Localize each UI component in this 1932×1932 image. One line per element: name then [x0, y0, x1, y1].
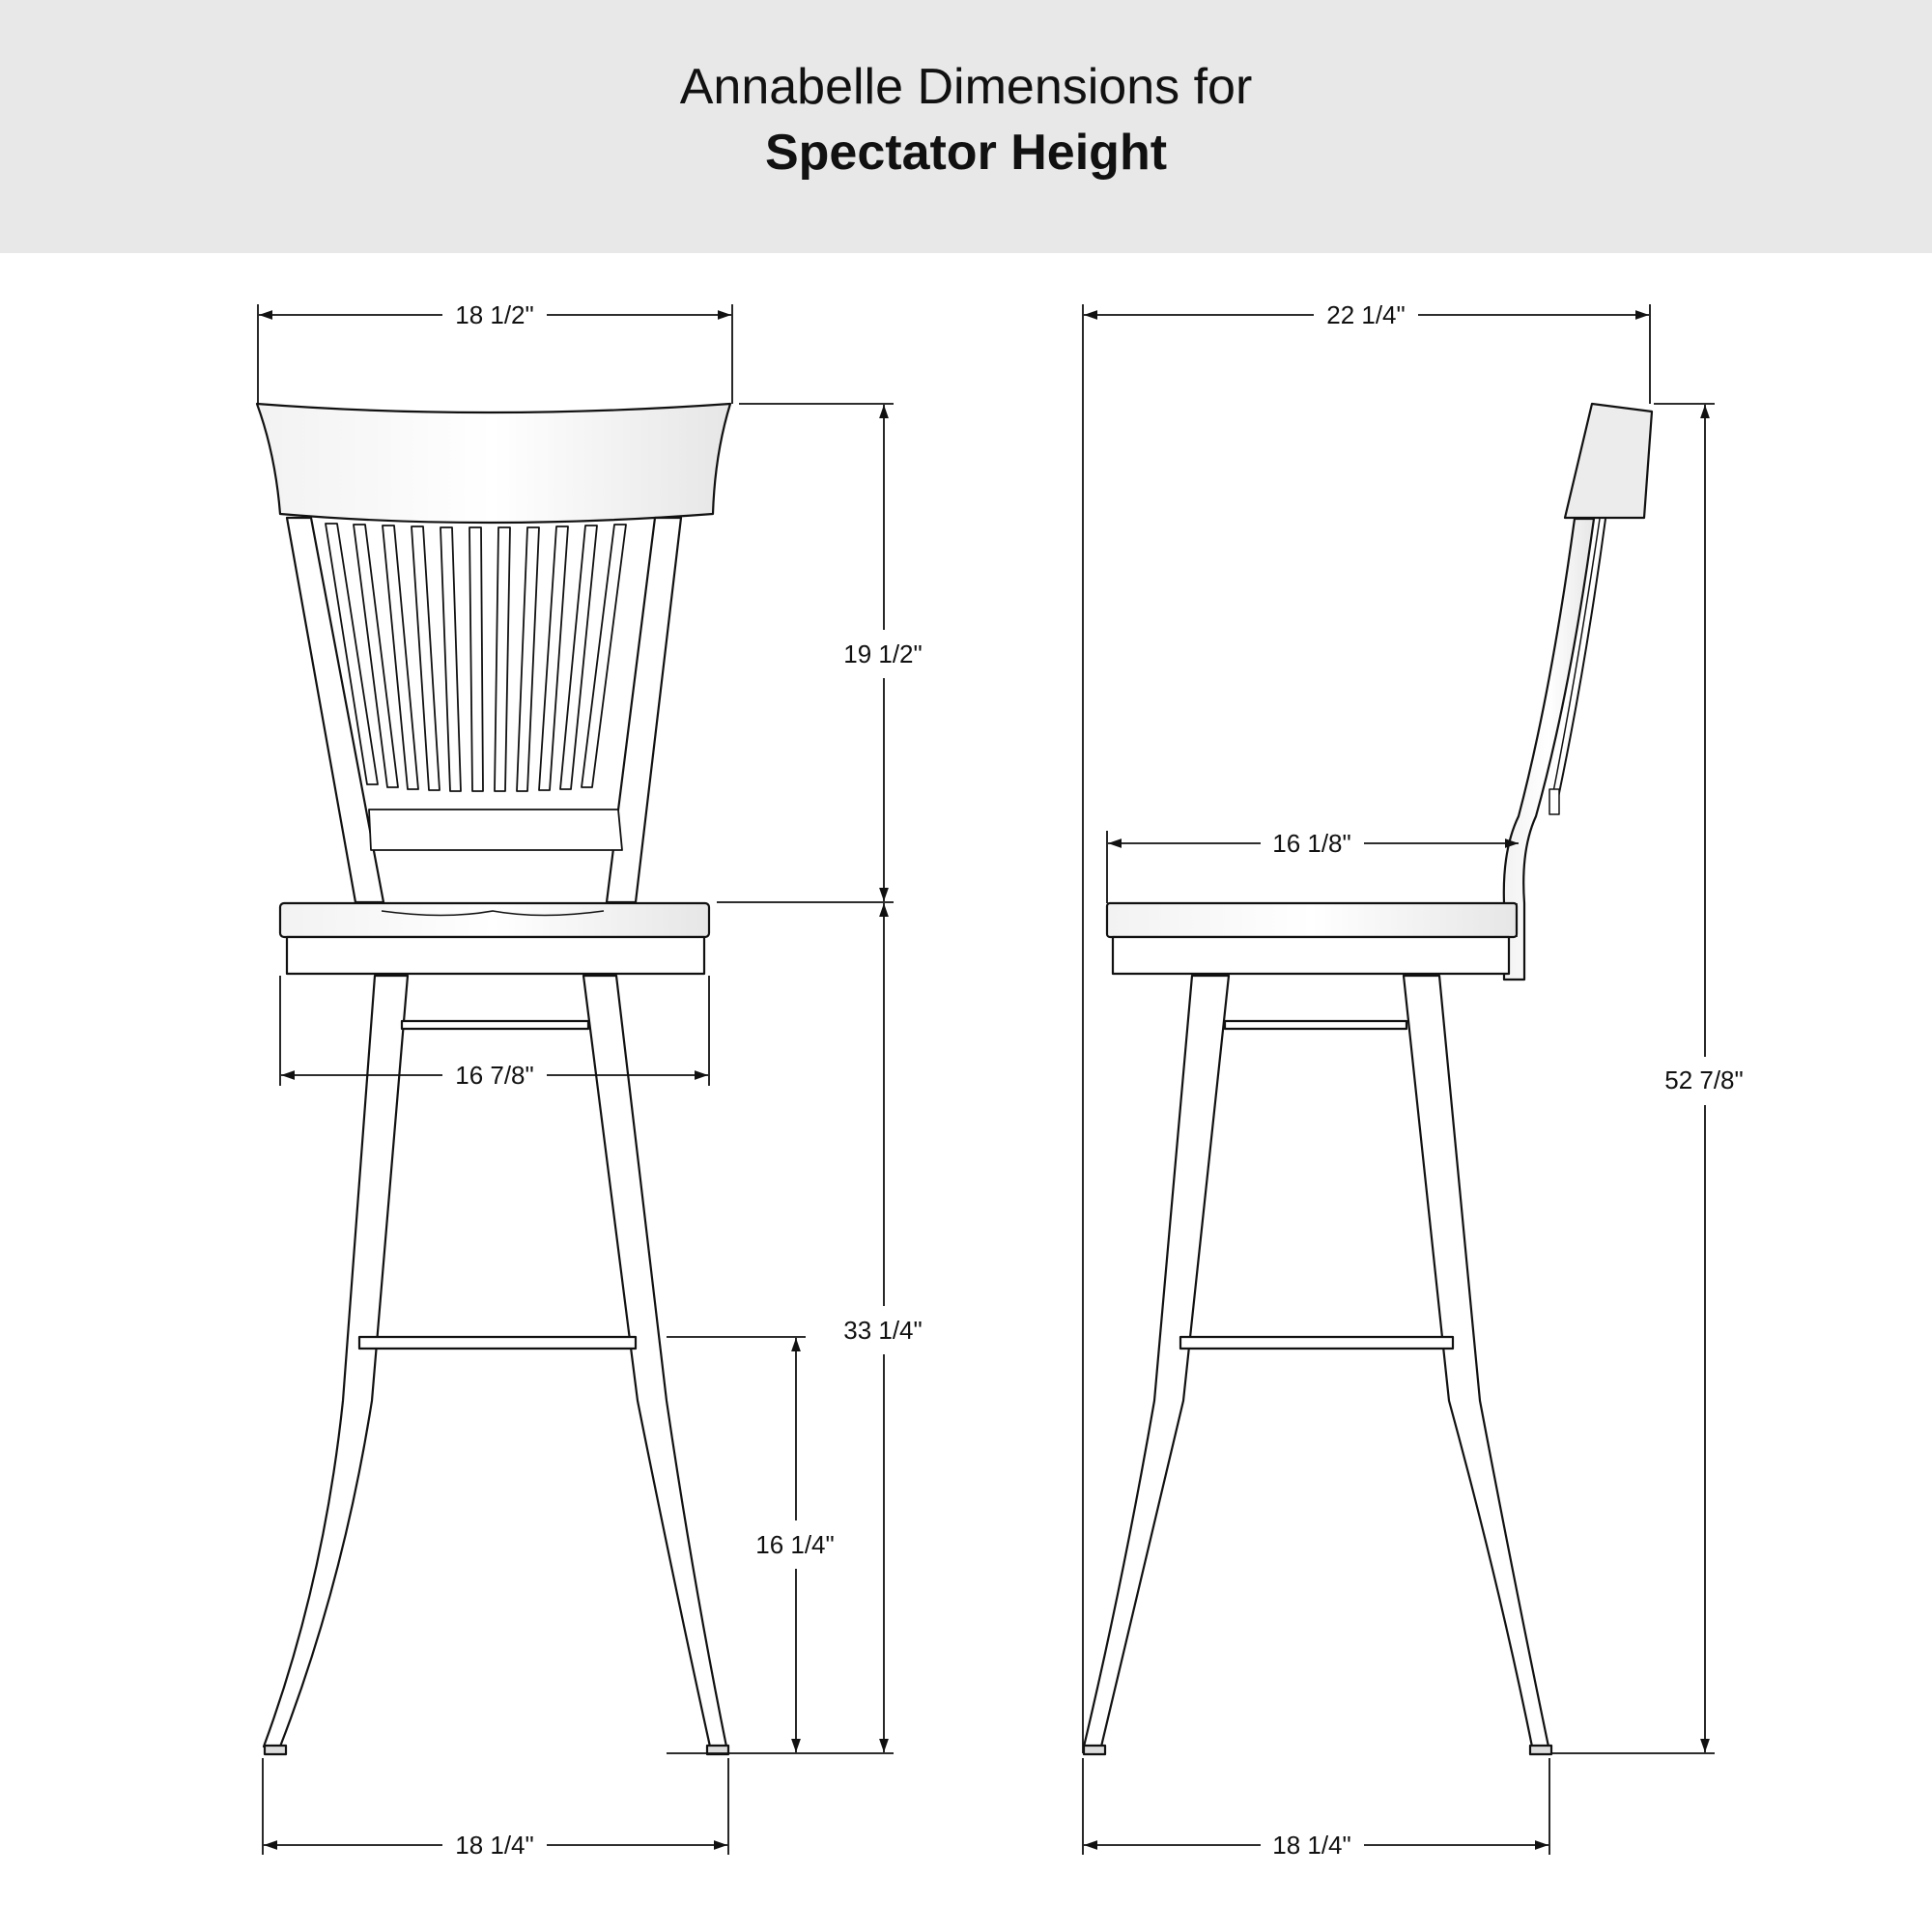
side-dimensions — [1083, 304, 1715, 1855]
front-dimensions — [258, 304, 894, 1855]
footrest-height-label: 16 1/4" — [755, 1530, 835, 1559]
side-leg-front — [1084, 976, 1229, 1747]
side-foot-back — [1530, 1746, 1551, 1754]
front-base-width-label: 18 1/4" — [455, 1831, 534, 1860]
front-upper-stretcher — [402, 1021, 588, 1029]
front-back-lower-rail — [369, 810, 622, 850]
front-seat-apron — [287, 937, 704, 974]
side-view-stool — [1084, 404, 1652, 1754]
front-seat-top — [280, 903, 709, 937]
front-footrest — [359, 1337, 636, 1349]
side-overall-depth-label: 22 1/4" — [1326, 300, 1406, 329]
overall-height-label: 52 7/8" — [1664, 1065, 1744, 1094]
front-overall-width-label: 18 1/2" — [455, 300, 534, 329]
front-back-spindles — [326, 524, 626, 791]
title-line-2: Spectator Height — [764, 125, 1168, 181]
seat-height-label: 33 1/4" — [843, 1316, 923, 1345]
side-foot-front — [1084, 1746, 1105, 1754]
side-seat-depth-label: 16 1/8" — [1272, 829, 1351, 858]
side-base-depth-label: 18 1/4" — [1272, 1831, 1351, 1860]
side-back-top-rail — [1565, 404, 1652, 518]
front-leg-left — [264, 976, 408, 1747]
side-leg-back — [1404, 976, 1548, 1747]
side-upper-stretcher — [1225, 1021, 1406, 1029]
front-seat-width-label: 16 7/8" — [455, 1061, 534, 1090]
front-leg-right — [583, 976, 726, 1747]
title-line-1: Annabelle Dimensions for — [679, 59, 1253, 115]
front-back-top-rail — [257, 404, 730, 523]
side-footrest — [1180, 1337, 1453, 1349]
side-seat-top — [1107, 903, 1517, 937]
back-height-label: 19 1/2" — [843, 639, 923, 668]
side-seat-apron — [1113, 937, 1509, 974]
front-foot-left — [265, 1746, 286, 1754]
